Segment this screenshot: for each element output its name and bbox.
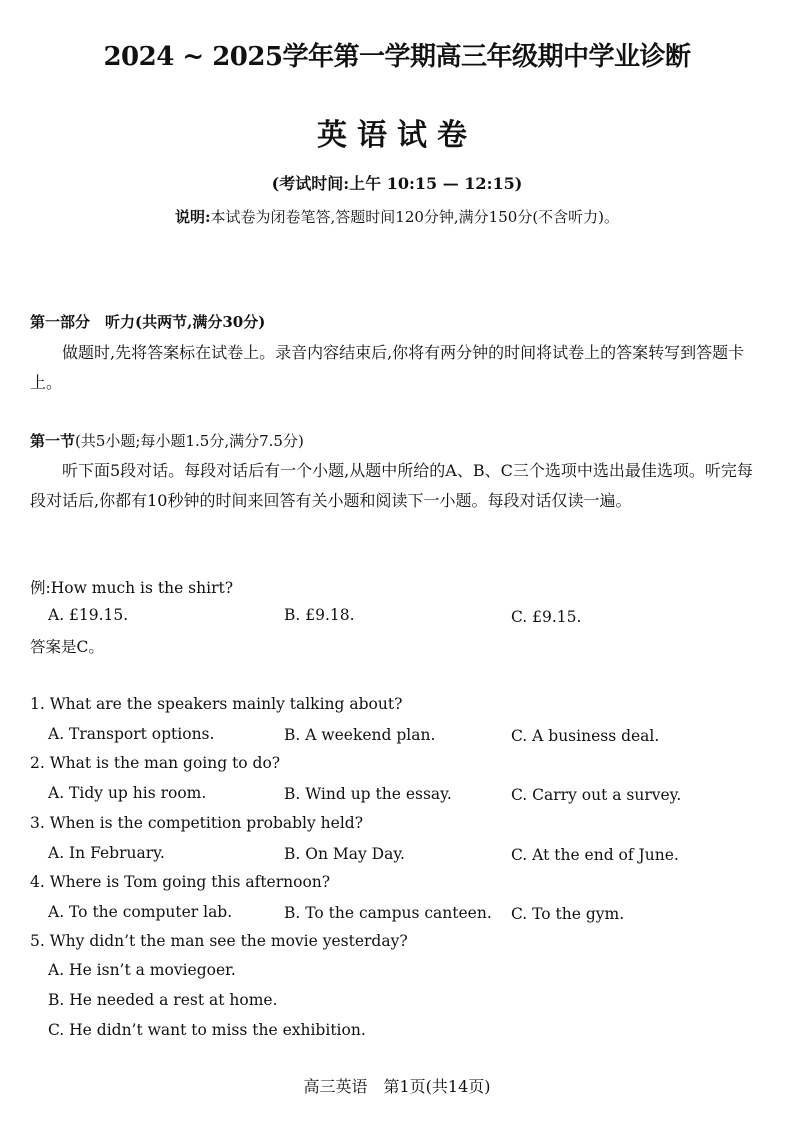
note-label: 说明: bbox=[174, 208, 211, 226]
section1-heading-bold: 第一节 bbox=[30, 432, 76, 450]
q3-option-c: C. At the end of June. bbox=[511, 846, 679, 864]
example-option-b: B. £9.18. bbox=[284, 606, 355, 624]
q3-option-a: A. In February. bbox=[48, 844, 165, 862]
q4-option-b: B. To the campus canteen. bbox=[284, 904, 492, 922]
q2-option-b: B. Wind up the essay. bbox=[284, 785, 452, 803]
example-question: 例:How much is the shirt? bbox=[30, 579, 234, 597]
q1-option-a: A. Transport options. bbox=[48, 725, 215, 743]
part1-heading: 第一部分 听力(共两节,满分30分) bbox=[30, 313, 266, 331]
section1-heading bbox=[30, 430, 304, 451]
exam-title: 2024 ~ 2025学年第一学期高三年级期中学业诊断 bbox=[103, 42, 691, 72]
q4-option-a: A. To the computer lab. bbox=[48, 903, 233, 921]
example-option-c: C. £9.15. bbox=[511, 608, 582, 626]
example-answer: 答案是C。 bbox=[30, 638, 104, 656]
q2-option-a: A. Tidy up his room. bbox=[48, 784, 207, 802]
exam-note bbox=[0, 206, 794, 227]
q5-option-a: A. He isn’t a moviegoer. bbox=[48, 961, 236, 979]
part1-instruction: 做题时,先将答案标在试卷上。录音内容结束后,你将有两分钟的时间将试卷上的答案转写到答题卡上。 bbox=[30, 343, 745, 392]
q2-option-c: C. Carry out a survey. bbox=[511, 786, 682, 804]
question-3: 3. When is the competition probably held? bbox=[30, 814, 364, 832]
question-2: 2. What is the man going to do? bbox=[30, 754, 281, 772]
q3-option-b: B. On May Day. bbox=[284, 845, 405, 863]
note-text: 本试卷为闭卷笔答,答题时间120分钟,满分150分(不含听力)。 bbox=[210, 208, 620, 226]
question-5: 5. Why didn’t the man see the movie yesterday? bbox=[30, 932, 408, 950]
question-1: 1. What are the speakers mainly talking about? bbox=[30, 695, 403, 713]
exam-time: (考试时间:上午 10:15 — 12:15) bbox=[271, 174, 523, 193]
q1-option-b: B. A weekend plan. bbox=[284, 726, 436, 744]
example-option-a: A. £19.15. bbox=[48, 606, 129, 624]
section1-heading-rest: (共5小题;每小题1.5分,满分7.5分) bbox=[75, 432, 304, 450]
section1-instruction: 听下面5段对话。每段对话后有一个小题,从题中所给的A、B、C三个选项中选出最佳选项。听完每段对话后,你都有10秒钟的时间来回答有关小题和阅读下一小题。每段对话仅读一遍。 bbox=[30, 461, 753, 510]
q4-option-c: C. To the gym. bbox=[511, 905, 625, 923]
subject-title: 英语试卷 bbox=[317, 118, 477, 153]
page-footer: 高三英语 第1页(共14页) bbox=[303, 1077, 491, 1096]
q1-option-c: C. A business deal. bbox=[511, 727, 660, 745]
q5-option-c: C. He didn’t want to miss the exhibition. bbox=[48, 1021, 366, 1039]
q5-option-b: B. He needed a rest at home. bbox=[48, 991, 278, 1009]
question-4: 4. Where is Tom going this afternoon? bbox=[30, 873, 331, 891]
